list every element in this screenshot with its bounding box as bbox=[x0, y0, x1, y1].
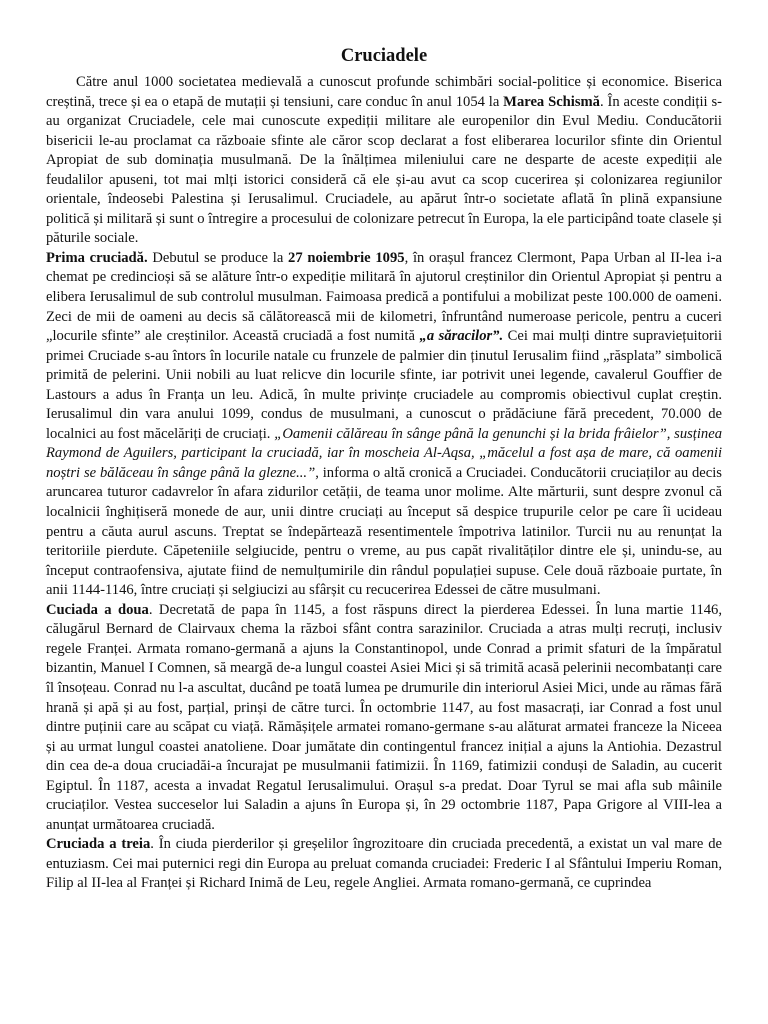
third-crusade-paragraph bbox=[46, 835, 722, 894]
second-crusade-heading: Cuciada a doua bbox=[46, 601, 149, 618]
paragraph-text: . Decretată de papa în 1145, a fost răspuns direct la pierderea Edessei. În luna martie 1146, călugărul Bernard de Clairvaux chema la război sfânt contra sarazinilor. Cruciada a atras mulți recruți, inclusiv regele Franței. Armata romano-germană a ajuns la Constantinopol, unde Conrad a primit sfaturi de la împăratul bizantin, Manuel I Comnen, să meargă de-a lungul coastei Asiei Mici și să trimită acasă pelerinii necombatanți care îl însoțeau. Conrad nu l-a ascultat, ducând pe toată lumea pe drumurile din interiorul Asiei Mici, unde au rămas fără hrană și apă și au fost, parțial, prinși de către turci. În octombrie 1147, au fost masacrați, iar Conrad a fost unul dintre puținii care au scăpat cu viață. Rămășițele armatei romano-germane s-au alăturat armatei franceze la Niceea și au urmat lungul coastei anatoliene. Doar jumătate din contingentul francez inițial a ajuns la Antiohia. Dezastrul din cea de-a doua cruciadăi-a încurajat pe musulmanii fatimizii. În 1169, fatimizii conduși de Saladin, au cucerit Egiptul. În 1187, acesta a invadat Regatul Ierusalimului. Orașul s-a predat. Doar Tyrul se mai afla sub mâinile cruciaților. Vestea succeselor lui Saladin a ajuns în Europa și, în 29 octombrie 1187, Papa Grigore al VIII-lea a anunțat următoarea cruciadă. bbox=[46, 601, 722, 833]
great-schism-term: Marea Schismă bbox=[503, 93, 600, 110]
paragraph-text: . În ciuda pierderilor și greșelilor îngrozitoare din cruciada precedentă, a existat un val mare de entuziasm. Cei mai puternici regi din Europa au preluat comanda cruciadei: Frederic I al Sfântului Imperiu Roman, Filip al II-lea al Franței și Richard Inimă de Leu, regele Angliei. Armata romano-germană, ce cuprindea bbox=[46, 836, 722, 892]
third-crusade-heading: Cruciada a treia bbox=[46, 836, 151, 853]
first-crusade-heading: Prima cruciadă. bbox=[46, 249, 148, 266]
intro-text: . În aceste condiții s-au organizat Cruciadele, cele mai cunoscute expediții militare ale europenilor din Evul Mediu. Conducătorii bisericii le-au proclamat ca războaie sfinte ale căror scop declarat a fost eliberarea locurilor sfinte din Orientul Apropiat de sub dominația musulmană. De la înălțimea mileniului care ne desparte de aceste expediții ale feudalilor apuseni, tot mai mlți istorici consideră că ele și-au avut ca scop cucerirea și colonizarea regiunilor orientale, îndeosebi Palestina și Ierusalimul. Cruciadele, au apărut într-o societate aflată în plină expansiune politică și militară și sunt o întregire a procesului de colonizare petrecut în Europa, la ele participând toate clasele și păturile sociale. bbox=[46, 93, 722, 247]
crusade-nickname: „a săracilor”. bbox=[419, 328, 504, 345]
paragraph-text: , informa o altă cronică a Cruciadei. Conducătorii cruciaților au decis aruncarea tuturor cadavrelor în afara zidurilor cetății, de teama unor molime. Alte mărturii, sunt despre zvonul că localnicii înghițiseră monede de aur, unii dintre cruciați au început să despice trupurile celor pe care îi ucideau pentru a căuta aurul ascuns. Treptat se îndepărtează resentimentele împotriva latinilor. Turcii nu au renunțat la teritoriile pierdute. Căpeteniile selgiucide, pentru o vreme, au pus capăt rivalităților dintre ele și, unindu-se, au început contraofensiva, ajutate fiind de nemulțumirile din rândul populației supuse. Cele două războaie purtate, în anii 1144-1146, între cruciați și selgiucizi au sfârșit cu recucerirea Edessei de către musulmani. bbox=[46, 464, 722, 599]
second-crusade-paragraph bbox=[46, 601, 722, 836]
chronicle-quote: „Oamenii călăreau în sânge până la genunchi și la brida frâielor”, susținea Raymond de Aguilers, participant la cruciadă, iar în moscheia Al-Aqsa, „măcelul a fost așa de mare, că oamenii noștri se bălăceau în sânge până la glezne...” bbox=[46, 425, 722, 481]
date-highlight: 27 noiembrie 1095 bbox=[288, 249, 405, 266]
paragraph-text: , în orașul francez Clermont, Papa Urban al II-lea i-a chemat pe credincioși să se alăture într-o expediție militară în ajutorul creștinilor din Orientul Apropiat și pentru a elibera Ierusalimul de sub controlul musulman. Faimoasa predică a pontifului a mobilizat peste 100.000 de oameni. Zeci de mii de oameni au decis să călătorească mii de kilometri, înfruntând numeroase pericole, pentru a cuceri „locurile sfinte” ale creștinilor. Această cruciadă a fost numită bbox=[46, 249, 722, 345]
intro-text: Către anul 1000 societatea medievală a cunoscut profunde schimbări social-politice și economice. Biserica creștină, trece și ea o etapă de mutații și tensiuni, care conduc în anul 1054 la bbox=[46, 74, 722, 110]
paragraph-text: Cei mai mulți dintre supraviețuitorii primei Cruciade s-au întors în locurile natale cu frunzele de palmier din ținutul Ierusalim fiind „răsplata” simbolică primită de pelerini. Unii nobili au luat relicve din locurile sfinte, iar potrivit unei legende, cavalerul Gouffier de Lastours a adus în Franța un leu. Adică, în multe privințe cruciadele au compromis obiectivul cuplat creștin. Ierusalimul din vara anului 1099, condus de musulmani, a cunoscut o prădăciune fără precedent, 70.000 de localnici au fost măcelăriți de cruciați. bbox=[46, 328, 723, 442]
intro-paragraph bbox=[46, 73, 722, 249]
first-crusade-paragraph bbox=[46, 249, 722, 601]
paragraph-text: Debutul se produce la bbox=[147, 249, 289, 266]
page-title: Cruciadele bbox=[340, 46, 428, 66]
